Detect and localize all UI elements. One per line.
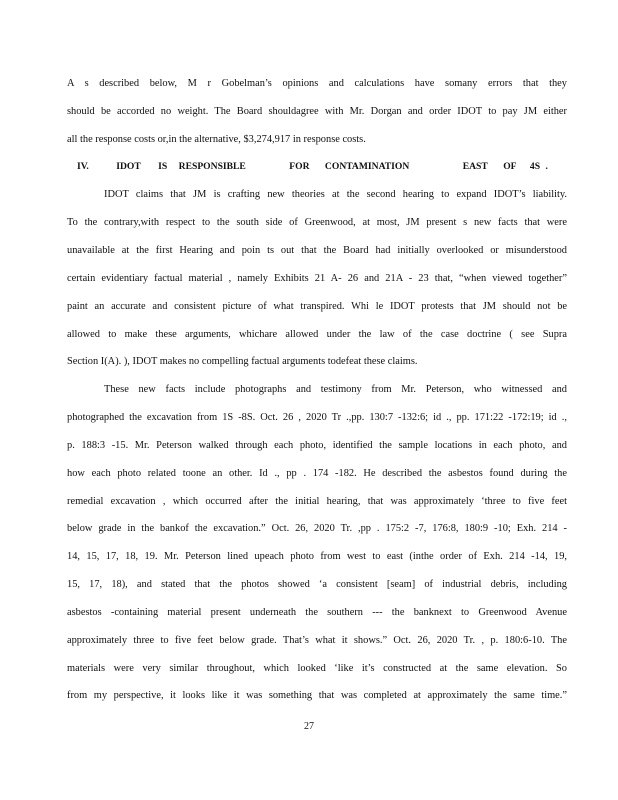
body-text-line: remedial excavation , which occurred after the initial hearing, that was approximately ‘three to five feet	[67, 496, 567, 507]
body-text-line: certain evidentiary factual material , namely Exhibits 21 A- 26 and 21A - 23 that, “when viewed together”	[67, 273, 567, 284]
heading-word: OF	[503, 161, 517, 172]
body-text-line: asbestos -containing material present underneath the southern --- the banknext to Greenwood Avenue	[67, 607, 567, 618]
body-text-line: how each photo related toone an other. Id ., pp . 174 -182. He described the asbestos found during the	[67, 468, 567, 479]
body-text-line: approximately three to five feet below grade. That’s what it shows.” Oct. 26, 2020 Tr. , p. 180:6-10. The	[67, 635, 567, 646]
body-text-line: 14, 15, 17, 18, 19. Mr. Peterson lined upeach photo from west to east (inthe order of Exh. 214 -14, 19,	[67, 551, 567, 562]
heading-word: IDOT	[116, 161, 141, 172]
heading-word: EAST	[462, 161, 488, 172]
body-text-line: paint an accurate and consistent picture of what transpired. Whi le IDOT protests that JM should not be	[67, 301, 567, 312]
section-heading	[77, 160, 548, 174]
heading-word: CONTAMINATION	[324, 161, 410, 172]
heading-word: RESPONSIBLE	[178, 161, 246, 172]
body-text-line: To the contrary,with respect to the south side of Greenwood, at most, JM present s new facts that were	[67, 217, 567, 228]
body-text-line: photographed the excavation from 1S -8S. Oct. 26 , 2020 Tr .,pp. 130:7 -132:6; id ., pp. 171:22 -172:19; id .,	[67, 412, 567, 423]
body-text-line: Section I(A). ), IDOT makes no compelling factual arguments todefeat these claims.	[67, 356, 418, 367]
page-number: 27	[304, 721, 314, 732]
body-text-line: These new facts include photographs and testimony from Mr. Peterson, who witnessed and	[104, 384, 567, 395]
body-text-line: allowed to make these arguments, whichare allowed under the law of the case doctrine ( see Supra	[67, 329, 567, 340]
body-text-line: A s described below, M r Gobelman’s opinions and calculations have somany errors that they	[67, 78, 567, 89]
heading-number: IV.	[77, 161, 89, 172]
body-text-line: materials were very similar throughout, which looked ‘like it’s constructed at the same elevation. So	[67, 663, 567, 674]
body-text-line: below grade in the bankof the excavation.” Oct. 26, 2020 Tr. ,pp . 175:2 -7, 176:8, 180:9 -10; Exh. 214 -	[67, 523, 567, 534]
body-text-line: 15, 17, 18), and stated that the photos showed ‘a consistent [seam] of industrial debris, including	[67, 579, 567, 590]
body-text-line: should be accorded no weight. The Board shouldagree with Mr. Dorgan and order IDOT to pay JM either	[67, 106, 567, 117]
body-text-line: from my perspective, it looks like it was something that was completed at approximately the same time.”	[67, 690, 567, 701]
body-text-line: unavailable at the first Hearing and poin ts out that the Board had initially overlooked or misunderstood	[67, 245, 567, 256]
heading-word: 4S .	[529, 161, 548, 172]
body-text-line: all the response costs or,in the alternative, $3,274,917 in response costs.	[67, 134, 366, 145]
body-text-line: p. 188:3 -15. Mr. Peterson walked through each photo, identified the sample locations in each photo, and	[67, 440, 567, 451]
heading-word: IS	[158, 161, 168, 172]
body-text-line: IDOT claims that JM is crafting new theories at the second hearing to expand IDOT’s liability.	[104, 189, 567, 200]
heading-word: FOR	[289, 161, 310, 172]
